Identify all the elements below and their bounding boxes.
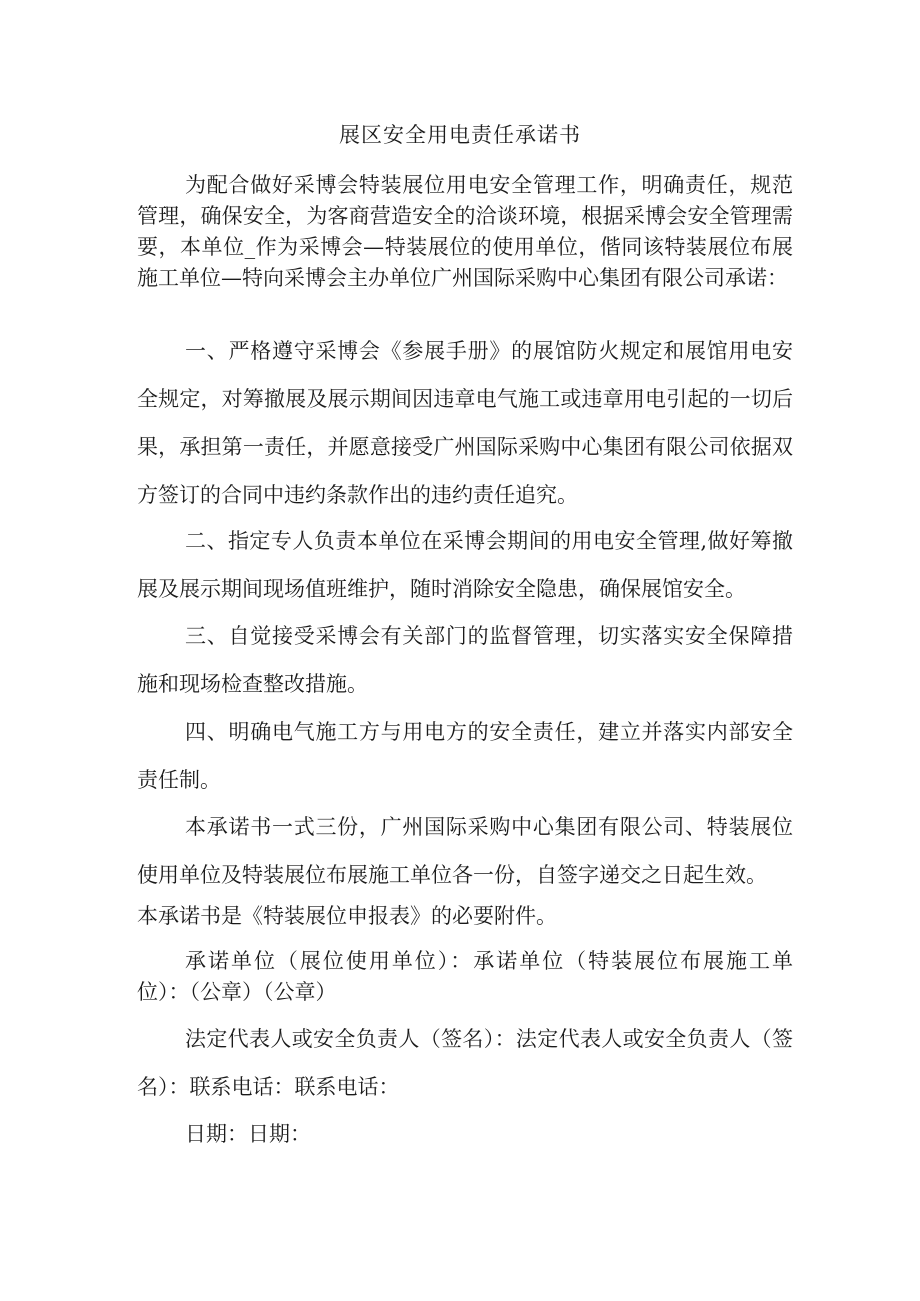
intro-paragraph: 为配合做好采博会特装展位用电安全管理工作，明确责任，规范管理，确保安全，为客商营造安全的洽谈环境，根据采博会安全管理需要，本单位_作为采博会—特装展位的使用单位，偕同该特装展位布展施工单位—特向采博会主办单位广州国际采购中心集团有限公司承诺：: [137, 173, 793, 290]
signature-dates: 日期：日期：: [185, 1122, 311, 1146]
copies-paragraph: 本承诺书一式三份，广州国际采购中心集团有限公司、特装展位使用单位及特装展位布展施工单位各一份，自签字递交之日起生效。: [137, 815, 793, 887]
commitment-item-1: 一、严格遵守采博会《参展手册》的展馆防火规定和展馆用电安全规定，对筹撤展及展示期间因违章电气施工或违章用电引起的一切后果，承担第一责任，并愿意接受广州国际采购中心集团有限公司依据双方签订的合同中违约条款作出的违约责任追究。: [137, 339, 793, 507]
signature-units: 承诺单位（展位使用单位）：承诺单位（特装展位布展施工单位）：（公章）（公章）: [137, 949, 793, 1004]
commitment-item-2: 二、指定专人负责本单位在采博会期间的用电安全管理,做好筹撤展及展示期间现场值班维护，随时消除安全隐患，确保展馆安全。: [137, 529, 793, 601]
attachment-note: 本承诺书是《特装展位申报表》的必要附件。: [137, 904, 557, 928]
commitment-item-3: 三、自觉接受采博会有关部门的监督管理，切实落实安全保障措施和现场检查整改措施。: [137, 624, 793, 696]
document-title: 展区安全用电责任承诺书: [339, 123, 581, 147]
signature-representatives: 法定代表人或安全负责人（签名）：法定代表人或安全负责人（签名）：联系电话：联系电话：: [137, 1027, 793, 1099]
commitment-item-4: 四、明确电气施工方与用电方的安全责任，建立并落实内部安全责任制。: [137, 720, 793, 792]
